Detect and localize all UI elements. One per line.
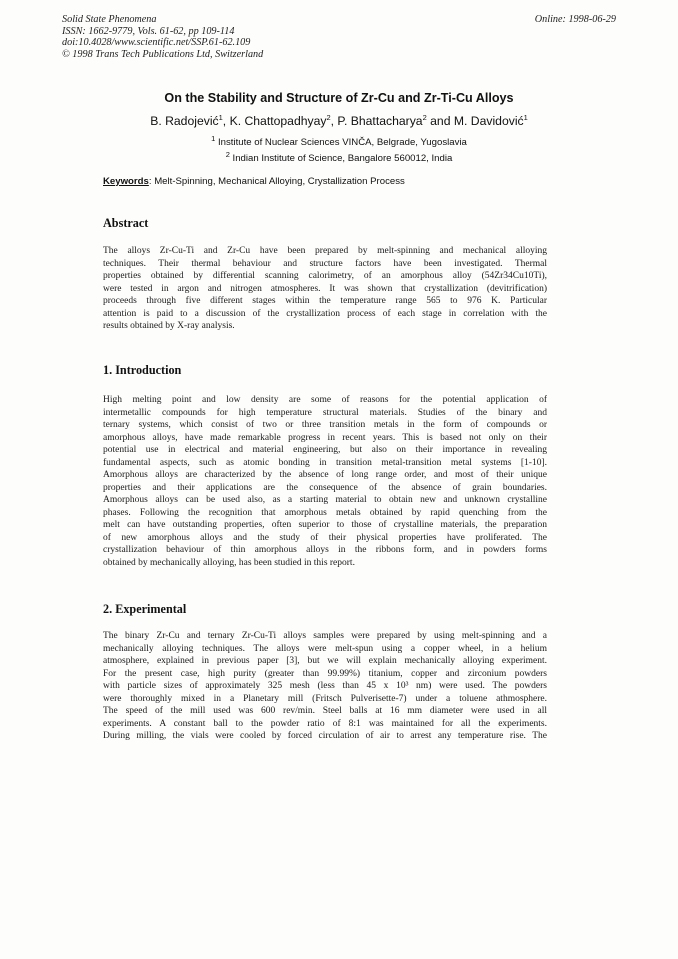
copyright-line: © 1998 Trans Tech Publications Ltd, Switzerland xyxy=(62,48,264,60)
author-name: P. Bhattacharya xyxy=(337,114,423,128)
text-line: with particle sizes of approximately 325 mesh (less than 45 x 10³ nm) were used. The powders xyxy=(103,681,547,691)
text-line: For the present case, high purity (greater than 99.99%) titanium, copper and zirconium powders xyxy=(103,668,547,679)
paper-title: On the Stability and Structure of Zr-Cu and Zr-Ti-Cu Alloys xyxy=(164,91,514,105)
text-line: were tested in argon and nitrogen atmospheres. It was shown that crystallization (devitrification) xyxy=(103,283,547,294)
text-line: melt can have outstanding properties, often superior to those of crystalline materials, the preparation xyxy=(103,520,547,530)
author-affiliation-mark: 2 xyxy=(422,112,427,122)
text-line: potential use in electrical and material engineering, but also on their importance in revealing xyxy=(103,445,547,455)
text-line: properties obtained by differential scanning calorimetry, of an amorphous alloy (54Zr34Cu10Ti), xyxy=(103,271,547,281)
abstract-body xyxy=(103,245,547,333)
text-line: ternary systems, which consist of two or three transition metals in the form of compounds or xyxy=(103,420,547,430)
text-line: fundamental aspects, such as atomic bonding in transition metal-transition metal systems [1-10]. xyxy=(103,457,547,468)
text-line: The binary Zr-Cu and ternary Zr-Cu-Ti alloys samples were prepared by using melt-spinning and a xyxy=(103,631,547,641)
text-line: of new amorphous alloys and the study of their physical properties have proliferated. The xyxy=(103,532,547,543)
author-separator: and xyxy=(426,114,454,128)
text-line: intermetallic compounds for high temperature structural materials. Studies of the binary and xyxy=(103,407,547,418)
text-line: properties and their applications are the consequence of the absence of grain boundaries. xyxy=(103,482,547,493)
journal-name: Solid State Phenomena xyxy=(62,14,157,25)
experimental-body xyxy=(103,630,547,743)
text-line: Amorphous alloys are characterized by the absence of long range order, and most of their unique xyxy=(103,470,547,480)
affiliation-2 xyxy=(0,149,678,164)
affiliation-text: Indian Institute of Science, Bangalore 560012, India xyxy=(232,153,453,164)
keywords-label: Keywords xyxy=(103,176,149,187)
text-line: were thoroughly mixed in a Planetary mill (Fritsch Pulverisette-7) under a toluene athmosphere. xyxy=(103,693,547,704)
author-name: K. Chattopadhyay xyxy=(229,114,327,128)
issn-line: ISSN: 1662-9779, Vols. 61-62, pp 109-114 xyxy=(62,25,235,37)
author-separator: , xyxy=(222,114,230,128)
author-affiliation-mark: 1 xyxy=(218,112,223,122)
author-name: M. Davidović xyxy=(453,114,524,128)
author-affiliation-mark: 1 xyxy=(523,112,528,122)
author-name: B. Radojević xyxy=(150,114,219,128)
text-line: techniques. Their thermal behaviour and structure factors have been investigated. Thermal xyxy=(103,258,547,269)
text-line: amorphous alloys, have made remarkable progress in recent years. This is based not only on their xyxy=(103,432,547,443)
experimental-heading: 2. Experimental xyxy=(103,602,187,616)
keywords-text: : Melt-Spinning, Mechanical Alloying, Crystallization Process xyxy=(148,176,405,187)
text-line: experiments. A constant ball to the powder ratio of 8:1 was maintained for all the experiments. xyxy=(103,718,547,729)
text-line: The speed of the mill used was 600 rev/min. Steel balls at 16 mm diameter were used in all xyxy=(103,706,547,716)
affiliation-mark: 1 xyxy=(211,133,216,143)
text-line: phases. Following the recognition that amorphous metals obtained by rapid quenching from the xyxy=(103,507,547,518)
text-line: atmosphere, explained in previous paper [3], but we will explain mechanically alloying experiment. xyxy=(103,656,547,666)
affiliation-1 xyxy=(0,133,678,148)
author-list xyxy=(0,114,678,128)
text-line: attention is paid to a discussion of the crystallization process of each stage in correlation with the xyxy=(103,308,547,319)
text-line: proceeds through five different stages within the temperature range 565 to 976 K. Particular xyxy=(103,296,547,306)
keywords-line xyxy=(103,176,405,187)
text-line: High melting point and low density are some of reasons for the potential application of xyxy=(103,395,547,405)
online-date: Online: 1998-06-29 xyxy=(534,14,616,25)
affiliation-text: Institute of Nuclear Sciences VINČA, Belgrade, Yugoslavia xyxy=(217,137,467,148)
text-line: results obtained by X-ray analysis. xyxy=(103,321,235,331)
text-line: obtained by mechanically alloying, has been studied in this report. xyxy=(103,557,355,568)
introduction-body xyxy=(103,394,547,569)
text-line: During milling, the vials were cooled by forced circulation of air to arrest any temperature rise. The xyxy=(103,731,547,741)
text-line: Amorphous alloys can be used also, as a starting material to obtain new and unknown crystalline xyxy=(103,495,547,505)
text-line: mechanically alloying techniques. The alloys were melt-spun using a copper wheel, in a helium xyxy=(103,643,547,654)
affiliation-mark: 2 xyxy=(225,149,230,159)
doi-line: doi:10.4028/www.scientific.net/SSP.61-62.109 xyxy=(62,37,251,48)
author-separator: , xyxy=(330,114,338,128)
journal-header xyxy=(62,14,263,60)
text-line: crystallization behaviour of thin amorphous alloys in the ribbons form, and in powders forms xyxy=(103,545,547,555)
text-line: The alloys Zr-Cu-Ti and Zr-Cu have been prepared by melt-spinning and mechanical alloying xyxy=(103,246,547,256)
introduction-heading: 1. Introduction xyxy=(103,363,182,377)
abstract-heading: Abstract xyxy=(103,216,149,230)
author-affiliation-mark: 2 xyxy=(326,112,331,122)
